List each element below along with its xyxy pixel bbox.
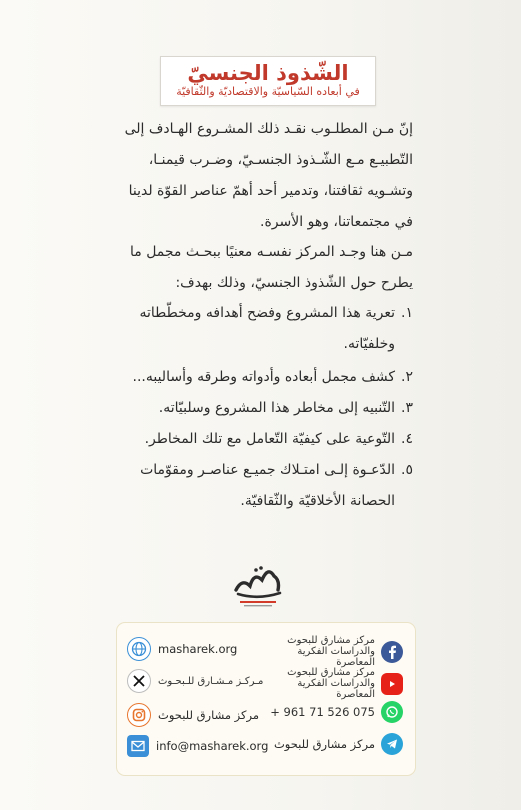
instagram-icon [127,703,151,727]
facebook-icon [381,641,403,663]
email-icon [127,735,149,757]
text-line: التّطبيـع مـع الشّـذوذ الجنسـيّ، وضـرب قيمنـا، [148,152,413,168]
list-text: تعرية هذا المشروع وفضح أهدافه ومخطّطاته [139,305,395,321]
list-number: ٤. [401,431,413,447]
text-line: مـن هنا وجـد المركز نفسـه معنيًا ببحـث مجمل ما [129,244,413,260]
list-item [113,298,413,360]
x-link[interactable] [127,669,263,693]
list-number: ٥. [401,462,413,478]
website-text: masharek.org [158,641,238,656]
book-title: الشّذوذ الجنسيّ [187,61,349,85]
list-text: وخلفيّاته. [343,336,395,352]
contact-box [116,622,416,776]
telegram-text: مركز مشارق للبحوث [273,736,375,751]
text-line: يطرح حول الشّذوذ الجنسيّ، وذلك بهدف: [175,275,413,291]
facebook-link[interactable] [265,635,403,668]
youtube-link[interactable] [265,667,403,700]
list-text: الدّعـوة إلـى امتـلاك جميـع عناصـر ومقوّمات [140,462,395,478]
youtube-text: مركز مشارق للبحوث والدراسات الفكرية المعاصرة [287,667,375,700]
list-number: ٣. [401,400,413,416]
email-text: info@masharek.org [156,738,269,753]
text-line: وتشـويه ثقافتنا، وتدمير أحد أهمّ عناصر القوّة لدينا [128,183,413,199]
website-link[interactable] [127,637,237,661]
x-icon [127,669,151,693]
masharek-logo [228,560,288,610]
telegram-link[interactable] [265,733,403,755]
list-number: ١. [401,305,413,321]
globe-icon [127,637,151,661]
whatsapp-icon [381,701,403,723]
text-line: في مجتمعاتنا، وهو الأسرة. [260,214,413,230]
list-item [113,362,413,393]
facebook-text: مركز مشارق للبحوث والدراسات الفكرية المعاصرة [287,635,375,668]
list-text: التّنبيه إلى مخاطر هذا المشروع وسلبيّاته. [158,400,395,416]
list-item [113,424,413,455]
intro-paragraph [113,114,413,238]
instagram-link[interactable] [127,703,259,727]
goals-list [113,298,413,517]
title-box [160,56,376,106]
email-link[interactable] [127,735,268,757]
list-text: الحصانة الأخلاقيّة والثّقافيّة. [240,493,395,509]
list-number: ٢. [401,369,413,385]
instagram-text: مركز مشارق للبحوث [158,707,260,722]
purpose-paragraph [113,237,413,299]
youtube-icon [381,673,403,695]
telegram-icon [381,733,403,755]
x-handle-text: مـركـز مـشـارق للـبحـوث [158,675,264,687]
list-item [113,393,413,424]
list-item [113,455,413,517]
whatsapp-text: + 961 71 526 075 [270,704,375,719]
text-line: إنّ مـن المطلـوب نقـد ذلك المشـروع الهـادف إلى [124,121,413,137]
list-text: كشف مجمل أبعاده وأدواته وطرقه وأساليبه... [132,369,395,385]
list-text: التّوعية على كيفيّة التّعامل مع تلك المخاطر. [144,431,395,447]
whatsapp-link[interactable] [265,701,403,723]
book-subtitle: في أبعاده السّياسيّة والاقتصاديّة والثّقافيّة [176,85,360,98]
